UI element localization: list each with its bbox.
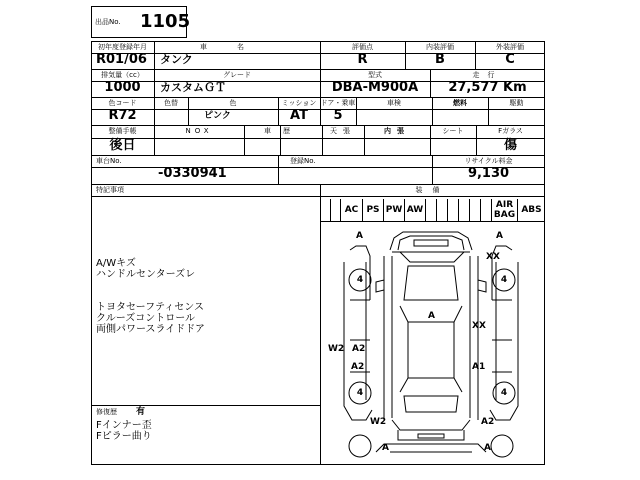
tire-mark: 4 xyxy=(356,388,364,398)
lot-label: 出品No. xyxy=(95,18,121,26)
repair-note: Fピラー曲り xyxy=(96,431,152,442)
header-sunroof: 天張 xyxy=(330,127,356,135)
fglass-value: 傷 xyxy=(503,138,517,153)
header-mileage: 走行 xyxy=(472,71,503,79)
damage-mark: XX xyxy=(472,321,486,331)
doors-value: 5 xyxy=(333,108,343,123)
header-equipment: 装備 xyxy=(415,186,450,194)
header-drive: 駆動 xyxy=(509,99,524,107)
header-remarks: 特記事項 xyxy=(96,186,124,194)
mileage-value: 27,577 Km xyxy=(448,80,527,95)
equip-aw: AW xyxy=(404,199,425,221)
recycle-value: 9,130 xyxy=(467,166,510,181)
header-model: 型式 xyxy=(368,71,382,79)
damage-mark: A xyxy=(382,443,389,453)
header-repair: 修復歴 xyxy=(96,408,117,416)
score-value: R xyxy=(357,52,368,67)
header-interior: 内張 xyxy=(384,127,410,135)
model-value: DBA-M900A xyxy=(331,80,419,95)
color-value: ピンク xyxy=(204,111,231,121)
equip-ac: AC xyxy=(340,199,362,221)
tire-mark: 4 xyxy=(500,388,508,398)
header-color: 色 xyxy=(229,99,237,107)
header-displacement: 排気量（cc） xyxy=(101,71,144,79)
damage-mark: A2 xyxy=(481,417,495,427)
header-reg-no: 登録No. xyxy=(290,157,316,165)
header-fuel: 燃料 xyxy=(453,99,467,107)
header-color-change: 色替 xyxy=(164,99,178,107)
header-car-name: 車名 xyxy=(200,43,274,51)
lot-number: 1105 xyxy=(140,11,191,32)
chassis-no-value: -0330941 xyxy=(158,166,227,181)
header-manual: 整備手帳 xyxy=(108,127,137,135)
header-score: 評価点 xyxy=(352,43,373,51)
header-color-no: 色コード xyxy=(108,99,137,107)
grade-value: カスタムＧＴ xyxy=(160,81,226,94)
header-fglass: Fガラス xyxy=(498,127,523,135)
damage-mark: A xyxy=(484,443,491,453)
damage-mark: A xyxy=(496,231,503,241)
remark-line: クルーズコントロール xyxy=(96,313,195,324)
header-interior-score: 内装評価 xyxy=(426,43,454,51)
damage-mark: A xyxy=(356,231,363,241)
header-seat: シート xyxy=(442,127,464,135)
damage-mark: W2 xyxy=(370,417,387,427)
header-history: 車歴 xyxy=(264,127,302,135)
header-chassis-no: 車台No. xyxy=(96,157,122,165)
equip-abs: ABS xyxy=(517,199,545,221)
tire-mark: 4 xyxy=(500,275,508,285)
remark-line: 両側パワースライドドア xyxy=(96,324,205,335)
car-name-value: タンク xyxy=(160,53,193,66)
header-first-reg: 初年度登録年月 xyxy=(98,43,147,51)
remark-line: A/Wキズ xyxy=(96,258,136,269)
interior-score-value: B xyxy=(435,52,445,67)
color-no-value: R72 xyxy=(108,108,137,123)
damage-mark: A2 xyxy=(351,362,365,372)
damage-mark: XX xyxy=(486,252,500,262)
repair-note: Fインナー歪 xyxy=(96,420,152,431)
damage-mark: W2 xyxy=(328,344,345,354)
repair-value: 有 xyxy=(136,407,146,417)
displacement-value: 1000 xyxy=(104,80,141,95)
exterior-score-value: C xyxy=(505,52,515,67)
damage-mark: A xyxy=(428,311,435,321)
transmission-value: AT xyxy=(290,108,308,123)
equip-airbag: AIR BAG xyxy=(491,199,517,221)
damage-mark: A2 xyxy=(352,344,366,354)
manual-value: 後日 xyxy=(109,138,136,153)
first-reg-value: R01/06 xyxy=(96,52,147,67)
header-doors: ドア・乗車 xyxy=(320,99,356,107)
header-recycle: リサイクル料金 xyxy=(464,157,513,165)
header-transmission: ミッション xyxy=(281,99,317,107)
header-exterior-score: 外装評価 xyxy=(496,43,524,51)
equip-pw: PW xyxy=(383,199,404,221)
header-grade: グレード xyxy=(223,71,251,79)
damage-mark: A1 xyxy=(472,362,486,372)
equip-ps: PS xyxy=(362,199,383,221)
remark-line: ハンドルセンターズレ xyxy=(96,269,196,280)
tire-mark: 4 xyxy=(356,275,364,285)
header-nox: NOX xyxy=(185,127,213,135)
remark-line: トヨタセーフティセンス xyxy=(96,302,204,313)
header-inspection: 車検 xyxy=(387,99,401,107)
